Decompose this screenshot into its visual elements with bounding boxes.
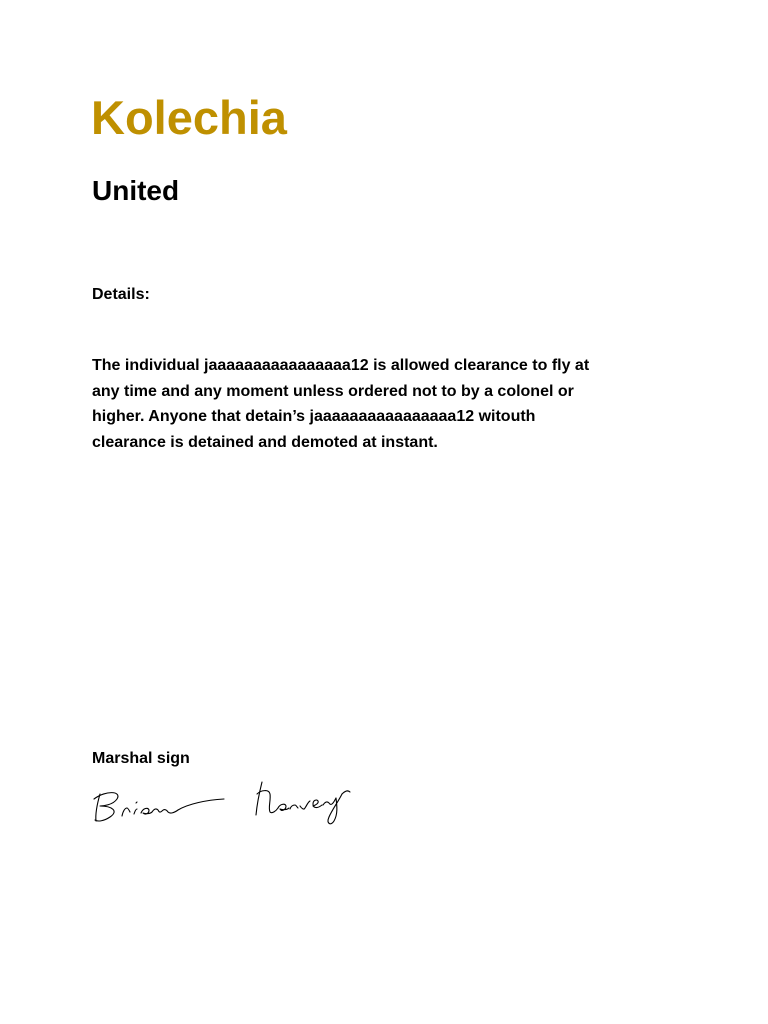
- paragraph-line: higher. Anyone that detain’s jaaaaaaaaaaaaaaaa12 witouth: [92, 408, 536, 425]
- signature-label: Marshal sign: [92, 750, 190, 767]
- handwritten-signature: [86, 772, 386, 832]
- details-label: Details:: [92, 286, 150, 303]
- document-subtitle: United: [92, 175, 180, 206]
- paragraph-line: The individual jaaaaaaaaaaaaaaaa12 is allowed clearance to fly at: [92, 357, 590, 374]
- paragraph-line: clearance is detained and demoted at instant.: [92, 433, 438, 451]
- clearance-paragraph: [92, 353, 682, 455]
- paragraph-line: any time and any moment unless ordered not to by a colonel or: [92, 382, 574, 400]
- document-title: Kolechia: [91, 91, 287, 144]
